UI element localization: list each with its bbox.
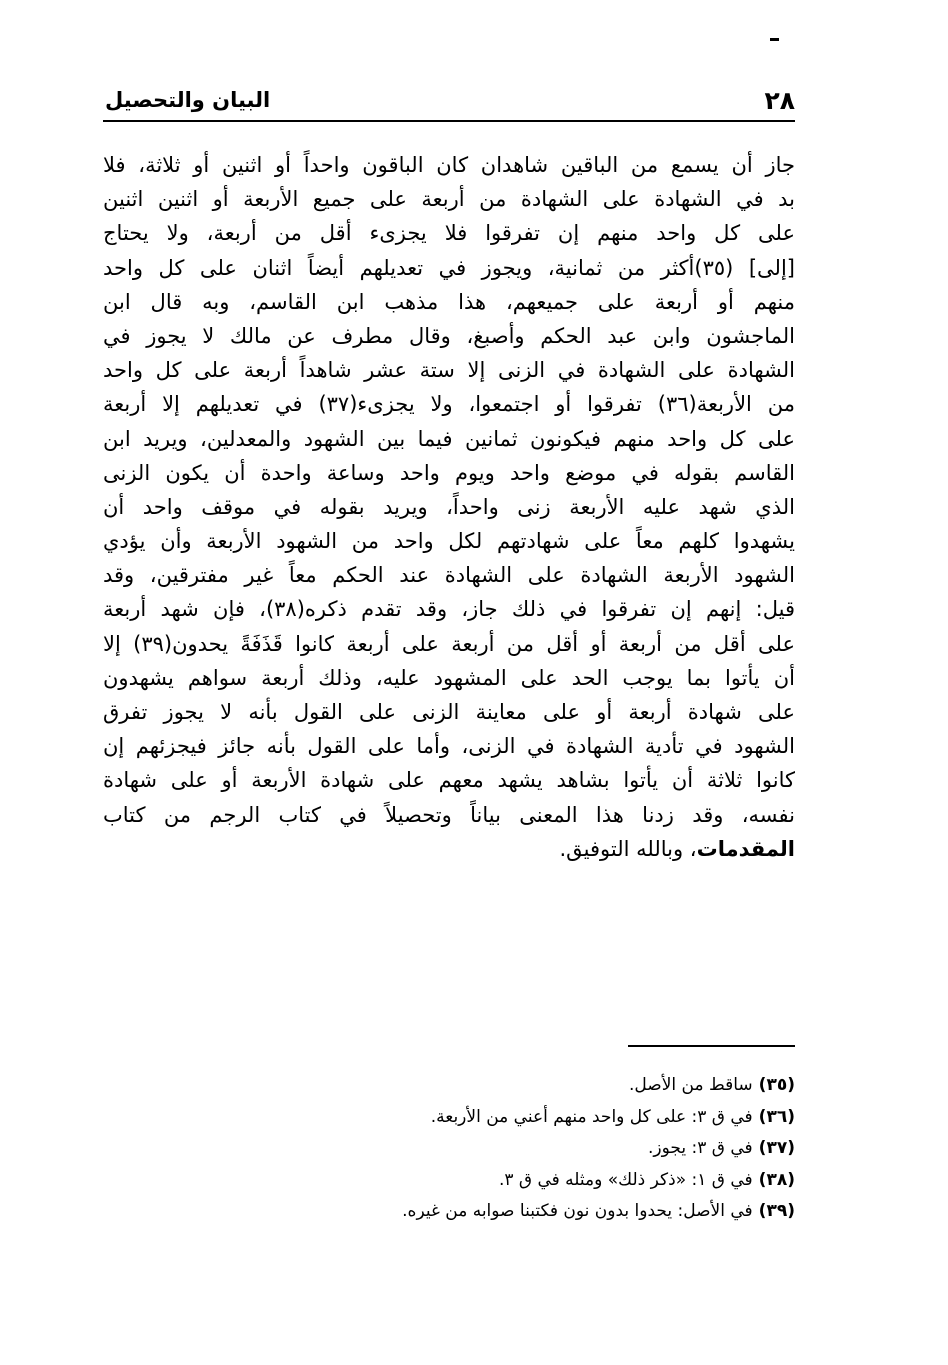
page-number: ٢٨ (764, 86, 795, 115)
footnote-text: في الأصل: يحدوا بدون نون فكتبنا صوابه من غيره. (402, 1201, 753, 1221)
footnote-35 (300, 1070, 795, 1102)
text-line: [إلى] (٣٥)أكثر من ثمانية، ويجوز في تعديلهم أيضاً اثنان على كل واحد (103, 255, 795, 280)
corner-mark (770, 38, 779, 41)
text-line: كانوا ثلاثة أن يأتوا بشاهد يشهد معهم على شهادة الأربعة أو على شهادة (103, 768, 795, 793)
text-line: جاز أن يسمع من الباقين شاهدان كان الباقون واحداً أو اثنين أو ثلاثة، فلا (103, 153, 795, 177)
text-line: الماجشون وابن عبد الحكم وأصبغ، وقال مطرف عن مالك لا يجوز في (103, 323, 795, 348)
text-line: أن يأتوا بما يوجب الحد على المشهود عليه، وذلك أربعة سواهم يشهدون (103, 665, 795, 690)
text-line: على شهادة أربعة أو على معاينة الزنى على القول بأنه لا يجوز تفرق (103, 700, 795, 724)
text-line: القاسم بقوله في موضع واحد ويوم واحد وساعة واحدة أن يكون الزنى (103, 460, 795, 485)
text-line: يشهدوا كلهم معاً على شهادتهم لكل واحد من الشهود الأربعة وأن يؤدي (103, 529, 795, 554)
text-line-final (103, 832, 795, 866)
text-line: الشهود الأربعة الشهادة على الشهادة عند الحكم معاً غير مفترقين، وقد (103, 563, 795, 588)
footnote-number: (٣٥) (758, 1075, 795, 1095)
text-line: بد في الشهادة على الشهادة من أربعة على جميع الأربعة أو اثنين اثنين (103, 187, 795, 212)
footnote-text: في ق ١: «ذكر ذلك» ومثله في ق ٣. (498, 1169, 753, 1190)
text-line: الشهادة على الشهادة في الزنى إلا ستة عشر شاهداً أربعة على كل واحد (103, 358, 795, 383)
footnote-text: في ق ٣: يجوز. (648, 1138, 753, 1158)
text-line: على كل واحد منهم إن تفرقوا فلا يجزىء أقل من أربعة، ولا يحتاج (103, 221, 795, 246)
text-line: على كل واحد منهم فيكونون ثمانين فيما بين الشهود والمعدلين، ويريد ابن (103, 426, 795, 451)
footnote-separator (628, 1045, 795, 1047)
footnote-text: في ق ٣: على كل واحد منهم أعني من الأربعة. (430, 1106, 753, 1127)
closing-phrase: ، وبالله التوفيق. (559, 836, 697, 861)
footnote-number: (٣٦) (758, 1106, 795, 1127)
running-title: البيان والتحصيل (105, 88, 271, 112)
footnote-number: (٣٧) (758, 1138, 795, 1158)
main-text (103, 148, 795, 866)
footnote-number: (٣٨) (758, 1169, 795, 1190)
page-header (103, 86, 795, 122)
footnote-number: (٣٩) (758, 1201, 795, 1221)
text-line: على أقل من أربعة أو أقل من أربعة على أربعة كانوا قَذَفَةً يحدون(٣٩) إلا (103, 631, 795, 656)
text-line: منهم أو أربعة على جميعهم، هذا مذهب ابن القاسم، وبه قال ابن (103, 289, 795, 314)
footnote-38 (300, 1165, 795, 1197)
text-line: الشهود في تأدية الشهادة في الزنى، وأما على القول بأنه جائز فيجزئهم إن (103, 734, 795, 759)
text-line: الذي شهد عليه الأربعة زنى واحداً، ويريد بقوله في موقف واحد أن (103, 494, 795, 519)
footnote-39 (300, 1196, 795, 1228)
footnote-36 (300, 1102, 795, 1134)
text-line: من الأربعة(٣٦) تفرقوا أو اجتمعوا، ولا يجزىء(٣٧) في تعديلهم إلا أربعة (103, 392, 795, 417)
footnotes (300, 1070, 795, 1228)
text-line: نفسه، وقد زدنا هذا المعنى بياناً وتحصيلاً في كتاب الرجم من كتاب (103, 802, 795, 827)
footnote-text: ساقط من الأصل. (628, 1075, 753, 1095)
footnote-37 (300, 1133, 795, 1165)
bold-term: المقدمات (696, 836, 795, 861)
text-line: قيل: إنهم إن تفرقوا في ذلك جاز، وقد تقدم ذكره(٣٨)، فإن شهد أربعة (103, 597, 795, 622)
